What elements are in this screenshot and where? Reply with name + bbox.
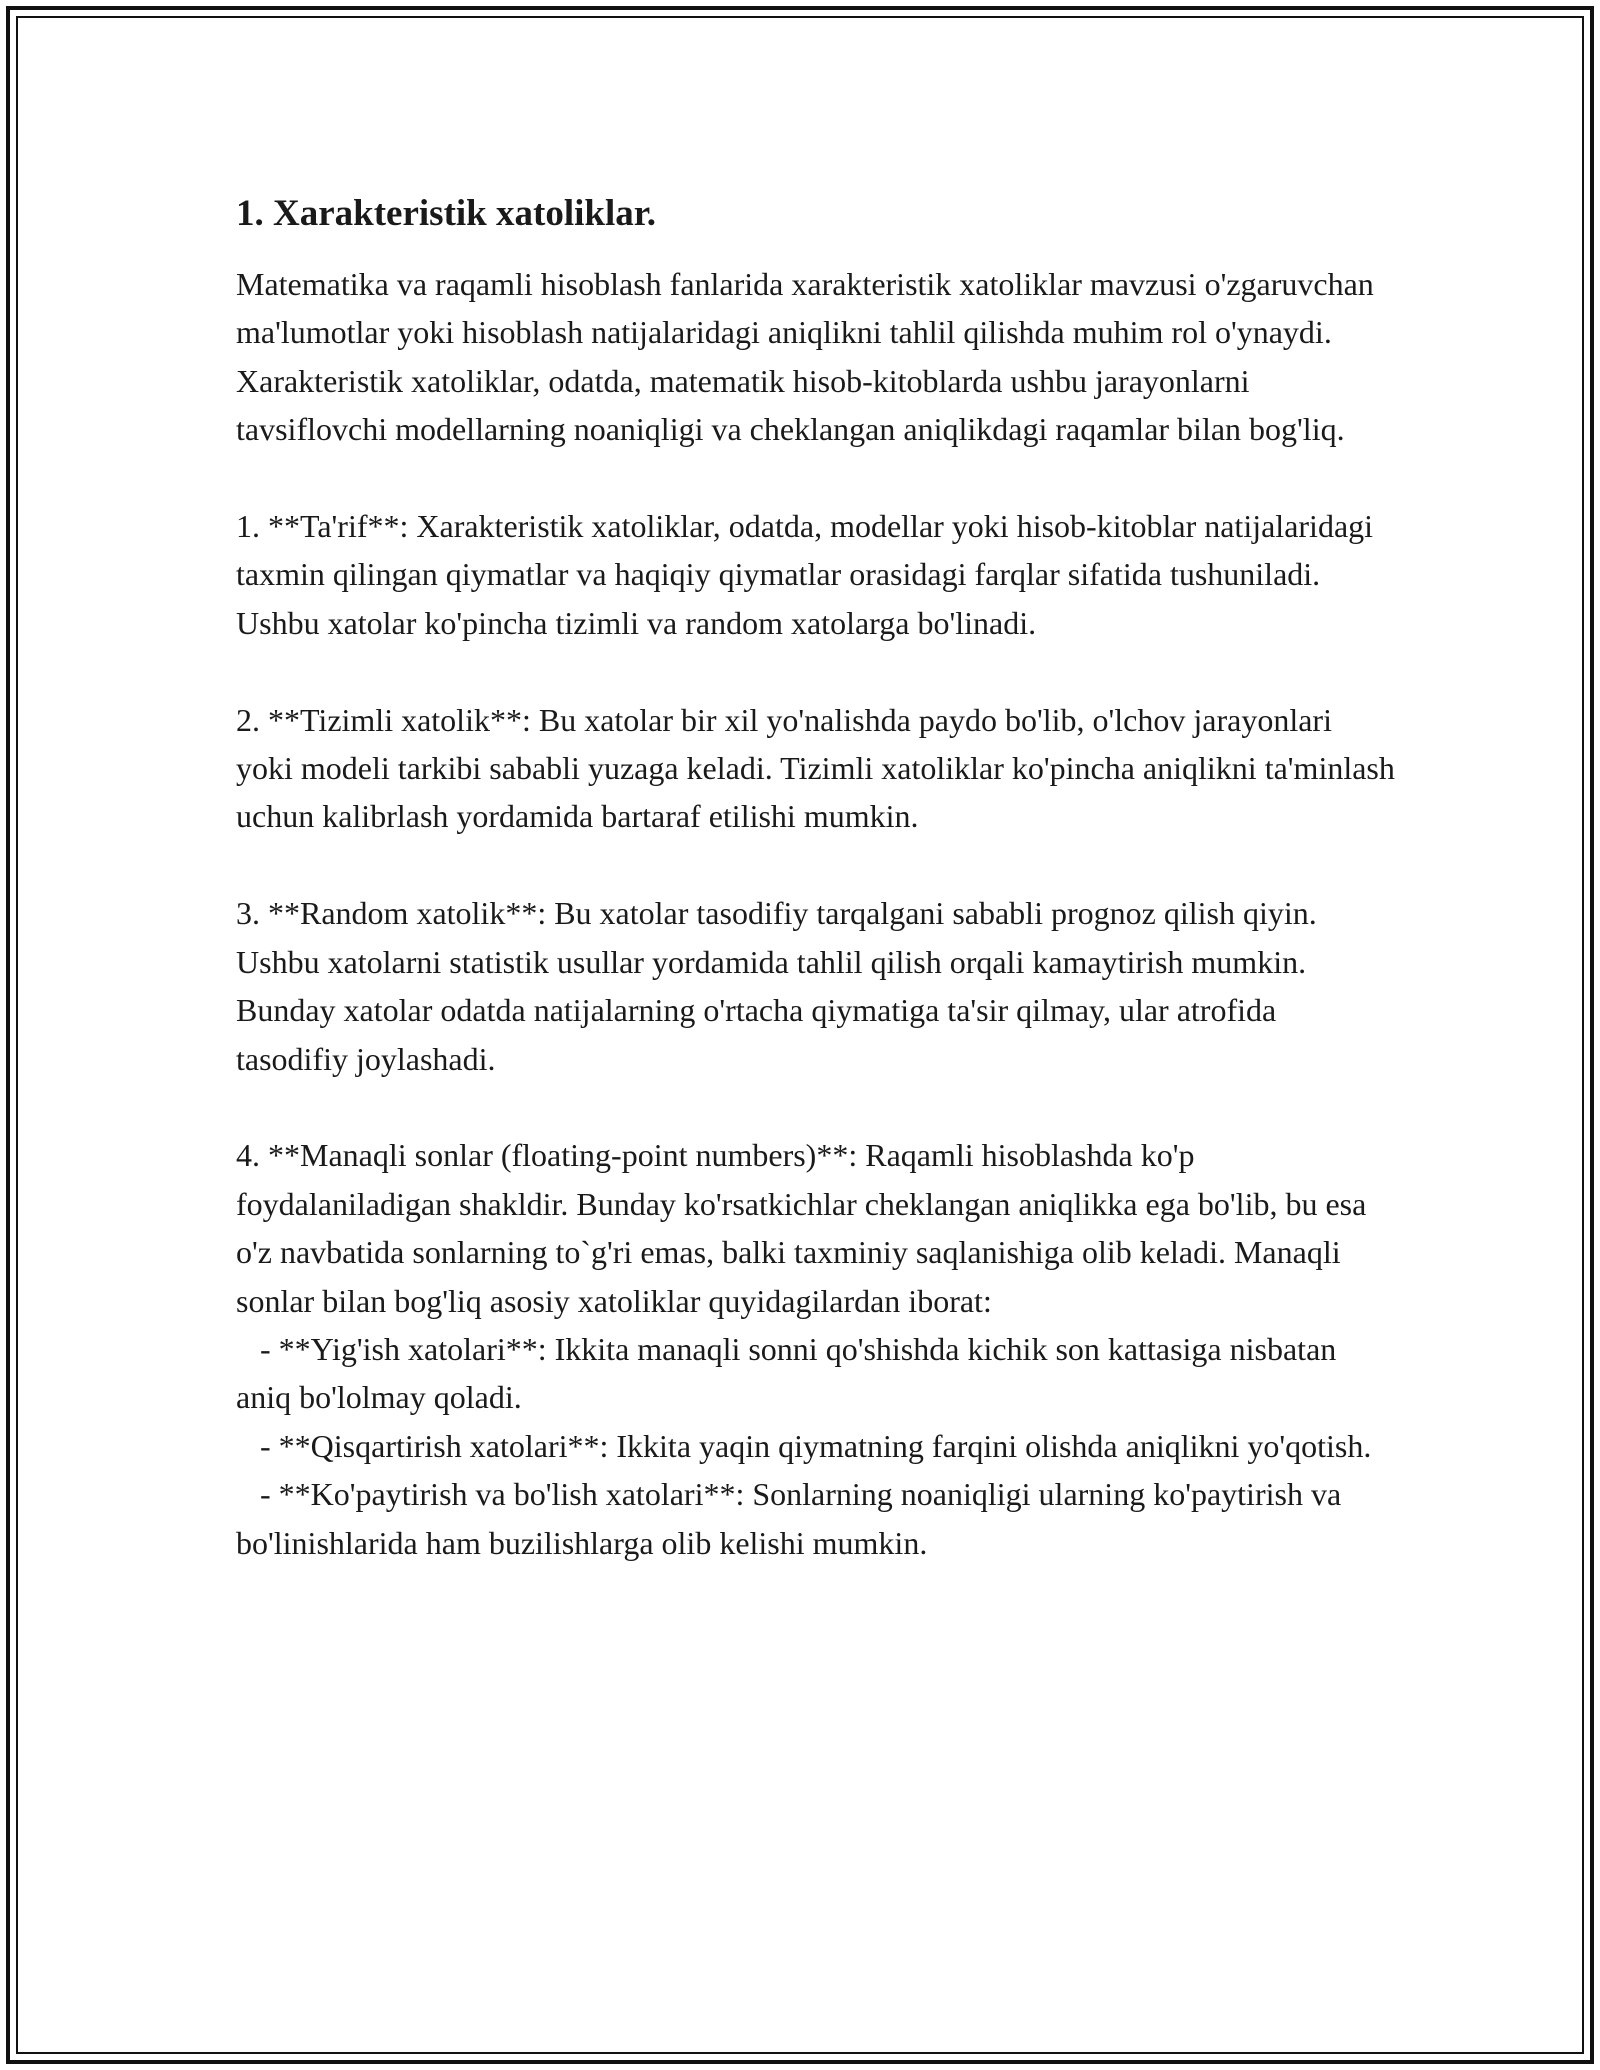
section-heading: 1. Xarakteristik xatoliklar. (236, 193, 657, 234)
random-error-paragraph: 3. **Random xatolik**: Bu xatolar tasodifiy tarqalgani sababli prognoz qilish qiyin. Ushbu xatolarni statistik usullar yordamida tahlil qilish orqali kamaytirish mumkin. Bunday xatolar odatda natijalarning o'rtacha qiymatiga ta'sir qilmay, ular atrofida tasodifiy joylashadi. (236, 895, 1325, 1077)
document-body (236, 190, 1403, 1567)
blank-line (236, 647, 1396, 695)
systematic-error-paragraph: 2. **Tizimli xatolik**: Bu xatolar bir xil yo'nalishda paydo bo'lib, o'lchov jarayonlari yoki modeli tarkibi sababli yuzaga keladi. Tizimli xatoliklar ko'pincha aniqlikni ta'minlash uchun kalibrlash yordamida bartaraf etilishi mumkin. (236, 701, 1403, 835)
definition-paragraph: 1. **Ta'rif**: Xarakteristik xatoliklar, odatda, modellar yoki hisob-kitoblar natijalaridagi taxmin qilingan qiymatlar va haqiqiy qiymatlar orasidagi farqlar sifatida tushuniladi. Ushbu xatolar ko'pincha tizimli va random xatolarga bo'linadi. (236, 508, 1382, 641)
blank-line (236, 841, 1396, 889)
floating-point-paragraph: 4. **Manaqli sonlar (floating-point numbers)**: Raqamli hisoblashda ko'p foydalaniladigan shakldir. Bunday ko'rsatkichlar cheklangan aniqlikka ega bo'lib, bu esa o'z navbatida sonlarning to`g'ri emas, balki taxminiy saqlanishiga olib keladi. Manaqli sonlar bilan bog'liq asosiy xatoliklar quyidagilardan iborat: - **Yig'ish xatolari**: Ikkita manaqli sonni qo'shishda kichik son kattasiga nisbatan aniq bo'lolmay qoladi. - **Qisqartirish xatolari**: Ikkita yaqin qiymatning farqini olishda aniqlikni yo'qotish. - **Ko'paytirish va bo'lish xatolari**: Sonlarning noaniqligi ularning ko'paytirish va bo'linishlarida ham buzilishlarga olib kelishi mumkin. (236, 1137, 1372, 1561)
blank-line (236, 1083, 1396, 1131)
intro-paragraph: Matematika va raqamli hisoblash fanlarida xarakteristik xatoliklar mavzusi o'zgaruvchan ma'lumotlar yoki hisoblash natijalaridagi aniqlikni tahlil qilishda muhim rol o'ynaydi. Xarakteristik xatoliklar, odatda, matematik hisob-kitoblarda ushbu jarayonlarni tavsiflovchi modellarning noaniqligi va cheklangan aniqlikdagi raqamlar bilan bog'liq. (236, 266, 1382, 448)
blank-line (236, 454, 1396, 502)
